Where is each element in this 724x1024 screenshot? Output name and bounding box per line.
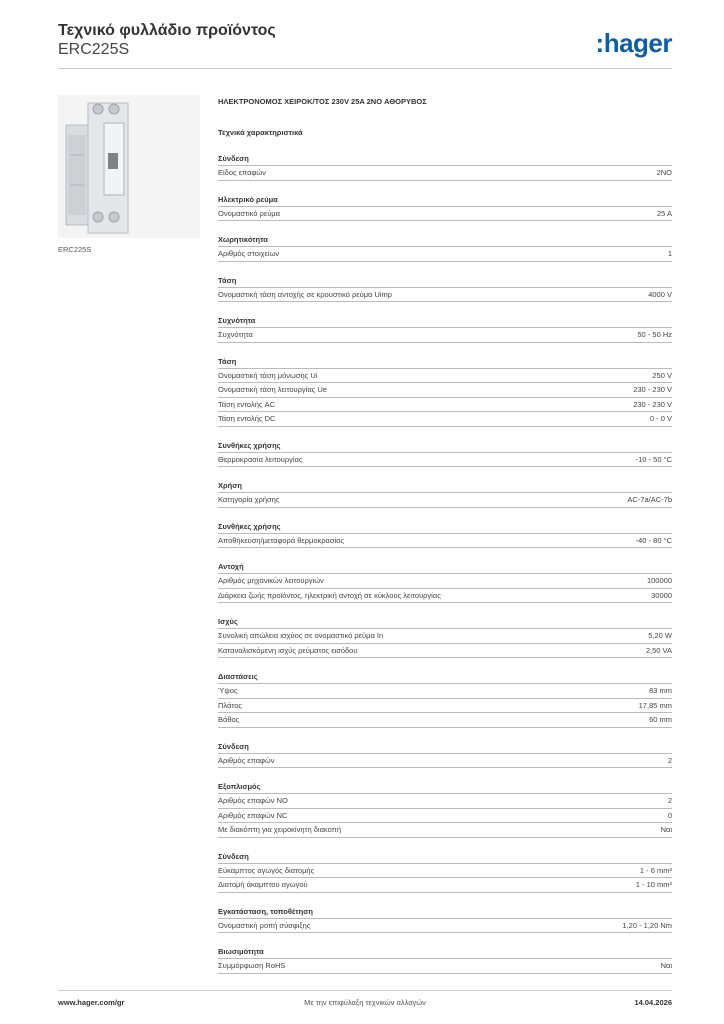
spec-group-title: Σύνδεση (218, 740, 672, 754)
spec-row (218, 809, 672, 824)
spec-group-title: Τάση (218, 274, 672, 288)
product-heading: ΗΛΕΚΤΡΟΝΟΜΟΣ ΧΕΙΡΟΚ/ΤΟΣ 230V 25A 2NO ΑΘΟΡΥΒΟΣ (218, 97, 427, 106)
spec-row (218, 919, 672, 934)
spec-label: Ονομαστική τάση λειτουργίας Ue (218, 385, 327, 394)
image-caption: ERC225S (58, 245, 92, 254)
spec-label: Ονομαστική τάση αντοχής σε κρουστικό ρεύμα Uimp (218, 289, 392, 299)
spec-row (218, 493, 672, 508)
spec-group-title: Συνθήκες χρήσης (218, 439, 672, 453)
spec-label: Αποθήκευση/μεταφορά θερμοκρασίας (218, 535, 345, 545)
spec-row (218, 574, 672, 589)
spec-label: Ονομαστικό ρεύμα (218, 208, 280, 218)
spec-value: 250 V (652, 370, 672, 380)
spec-value: 230 - 230 V (633, 385, 672, 394)
spec-value: 5,20 W (648, 631, 672, 640)
spec-label: Εύκαμπτος αγωγός διατομής (218, 865, 315, 875)
spec-group-title: Ηλεκτρικό ρεύμα (218, 193, 672, 207)
spec-value: 0 - 0 V (649, 414, 672, 423)
spec-group (218, 905, 672, 934)
spec-row (218, 684, 672, 699)
spec-row (218, 166, 672, 181)
spec-row (218, 412, 672, 427)
spec-group-title: Τάση (218, 355, 672, 369)
spec-row (218, 629, 672, 644)
spec-group (218, 670, 672, 728)
footer-date: 14.04.2026 (634, 998, 672, 1007)
spec-group-title: Συνθήκες χρήσης (218, 520, 672, 534)
spec-group (218, 314, 672, 343)
spec-row (218, 699, 672, 714)
spec-value: 2,50 VA (645, 645, 672, 655)
spec-value: 2NO (656, 168, 672, 177)
spec-group-title: Χρήση (218, 479, 672, 493)
spec-value: 83 mm (649, 686, 672, 695)
spec-label: Τάση εντολής AC (218, 399, 275, 409)
spec-label: Κατηγορία χρήσης (218, 495, 280, 504)
spec-group-title: Αντοχή (218, 560, 672, 574)
spec-label: Είδος επαφών (218, 168, 266, 177)
spec-content (218, 95, 672, 974)
spec-group (218, 945, 672, 974)
spec-row (218, 794, 672, 809)
spec-group-title: Σύνδεση (218, 152, 672, 166)
spec-group (218, 193, 672, 222)
spec-label: Ύψος (218, 686, 238, 695)
spec-value: -10 - 50 °C (635, 454, 672, 464)
spec-group (218, 152, 672, 181)
spec-value: 60 mm (649, 715, 672, 724)
spec-group (218, 615, 672, 658)
spec-value: -40 - 80 °C (635, 535, 672, 545)
spec-group-title: Ισχύς (218, 615, 672, 629)
spec-value: 100000 (646, 576, 672, 585)
spec-label: Βάθος (218, 715, 240, 724)
spec-label: Αριθμός στοιχείων (218, 249, 280, 258)
spec-group-title: Συχνότητα (218, 314, 672, 328)
spec-label: Θερμοκρασία λειτουργίας (218, 454, 303, 464)
spec-row (218, 589, 672, 604)
product-image (58, 95, 200, 238)
spec-value: AC-7a/AC-7b (627, 495, 672, 504)
spec-group (218, 439, 672, 468)
spec-group-title: Διαστάσεις (218, 670, 672, 684)
spec-label: Αριθμός επαφών NO (218, 796, 288, 805)
spec-label: Με διακόπτη για χειροκίνητη διακοπή (218, 825, 341, 834)
spec-value: 230 - 230 V (633, 399, 672, 409)
spec-row (218, 823, 672, 838)
spec-group-title: Βιωσιμότητα (218, 945, 672, 959)
spec-value: 1 (667, 249, 672, 258)
contactor-illustration (58, 95, 200, 238)
spec-value: 2 (667, 755, 672, 765)
spec-row (218, 398, 672, 413)
spec-group (218, 850, 672, 893)
spec-value: 1 - 10 mm² (635, 880, 672, 889)
spec-row (218, 864, 672, 879)
spec-row (218, 207, 672, 222)
spec-value: Ναι (660, 825, 672, 834)
spec-group (218, 520, 672, 549)
spec-value: 1,20 - 1,20 Nm (622, 920, 672, 930)
spec-group-title: Εξοπλισμός (218, 780, 672, 794)
hager-logo: :hager (595, 28, 672, 58)
spec-row (218, 247, 672, 262)
page-footer (58, 990, 672, 1011)
spec-label: Αριθμός επαφών NC (218, 810, 288, 820)
spec-row (218, 328, 672, 343)
spec-row (218, 534, 672, 549)
spec-label: Αριθμός μηχανικών λειτουργιών (218, 576, 324, 585)
spec-label: Καταναλισκόμενη ισχύς ρεύματος εισόδου (218, 645, 358, 655)
spec-label: Τάση εντολής DC (218, 414, 276, 423)
spec-group (218, 560, 672, 603)
spec-label: Συνολική απώλεια ισχύος σε ονομαστικό ρεύμα In (218, 631, 384, 640)
spec-value: 4000 V (648, 289, 672, 299)
spec-group (218, 780, 672, 838)
spec-group-title: Εγκατάσταση, τοποθέτηση (218, 905, 672, 919)
spec-group (218, 233, 672, 262)
spec-row (218, 644, 672, 659)
spec-row (218, 288, 672, 303)
spec-group-title: Χωρητικότητα (218, 233, 672, 247)
spec-row (218, 878, 672, 893)
spec-label: Διατομή άκαμπτου αγωγού (218, 880, 308, 889)
spec-row (218, 453, 672, 468)
spec-value: 2 (667, 796, 672, 805)
spec-label: Πλάτος (218, 700, 243, 710)
spec-label: Ονομαστική τάση μόνωσης Ui (218, 370, 318, 380)
spec-row (218, 959, 672, 974)
document-title: Τεχνικό φυλλάδιο προϊόντος (58, 22, 276, 39)
spec-group (218, 274, 672, 303)
spec-group (218, 479, 672, 508)
spec-row (218, 713, 672, 728)
footer-notice: Με την επιφύλαξη τεχνικών αλλαγών (304, 998, 426, 1007)
spec-group (218, 355, 672, 427)
footer-website: www.hager.com/gr (58, 998, 125, 1007)
spec-value: 0 (667, 810, 672, 820)
spec-groups (218, 152, 672, 974)
logo-text: hager (603, 28, 672, 58)
spec-group (218, 740, 672, 769)
spec-row (218, 383, 672, 398)
spec-row (218, 369, 672, 384)
spec-label: Διάρκεια ζωής προϊόντος, ηλεκτρική αντοχή σε κύκλους λειτουργίας (218, 590, 441, 600)
spec-label: Συμμόρφωση RoHS (218, 961, 286, 970)
spec-value: 17,85 mm (638, 700, 672, 710)
spec-value: Ναι (660, 961, 672, 970)
spec-value: 25 A (656, 208, 672, 218)
spec-label: Αριθμός επαφών (218, 755, 275, 765)
spec-value: 50 - 50 Hz (637, 330, 672, 339)
spec-value: 30000 (651, 590, 672, 600)
spec-label: Συχνότητα (218, 330, 253, 339)
spec-row (218, 754, 672, 769)
spec-value: 1 - 6 mm² (639, 865, 672, 875)
product-code: ERC225S (58, 41, 130, 58)
spec-label: Ονομαστική ροπή σύσφιξης (218, 920, 311, 930)
section-title: Τεχνικά χαρακτηριστικά (218, 128, 303, 137)
spec-group-title: Σύνδεση (218, 850, 672, 864)
page-header (58, 20, 672, 69)
